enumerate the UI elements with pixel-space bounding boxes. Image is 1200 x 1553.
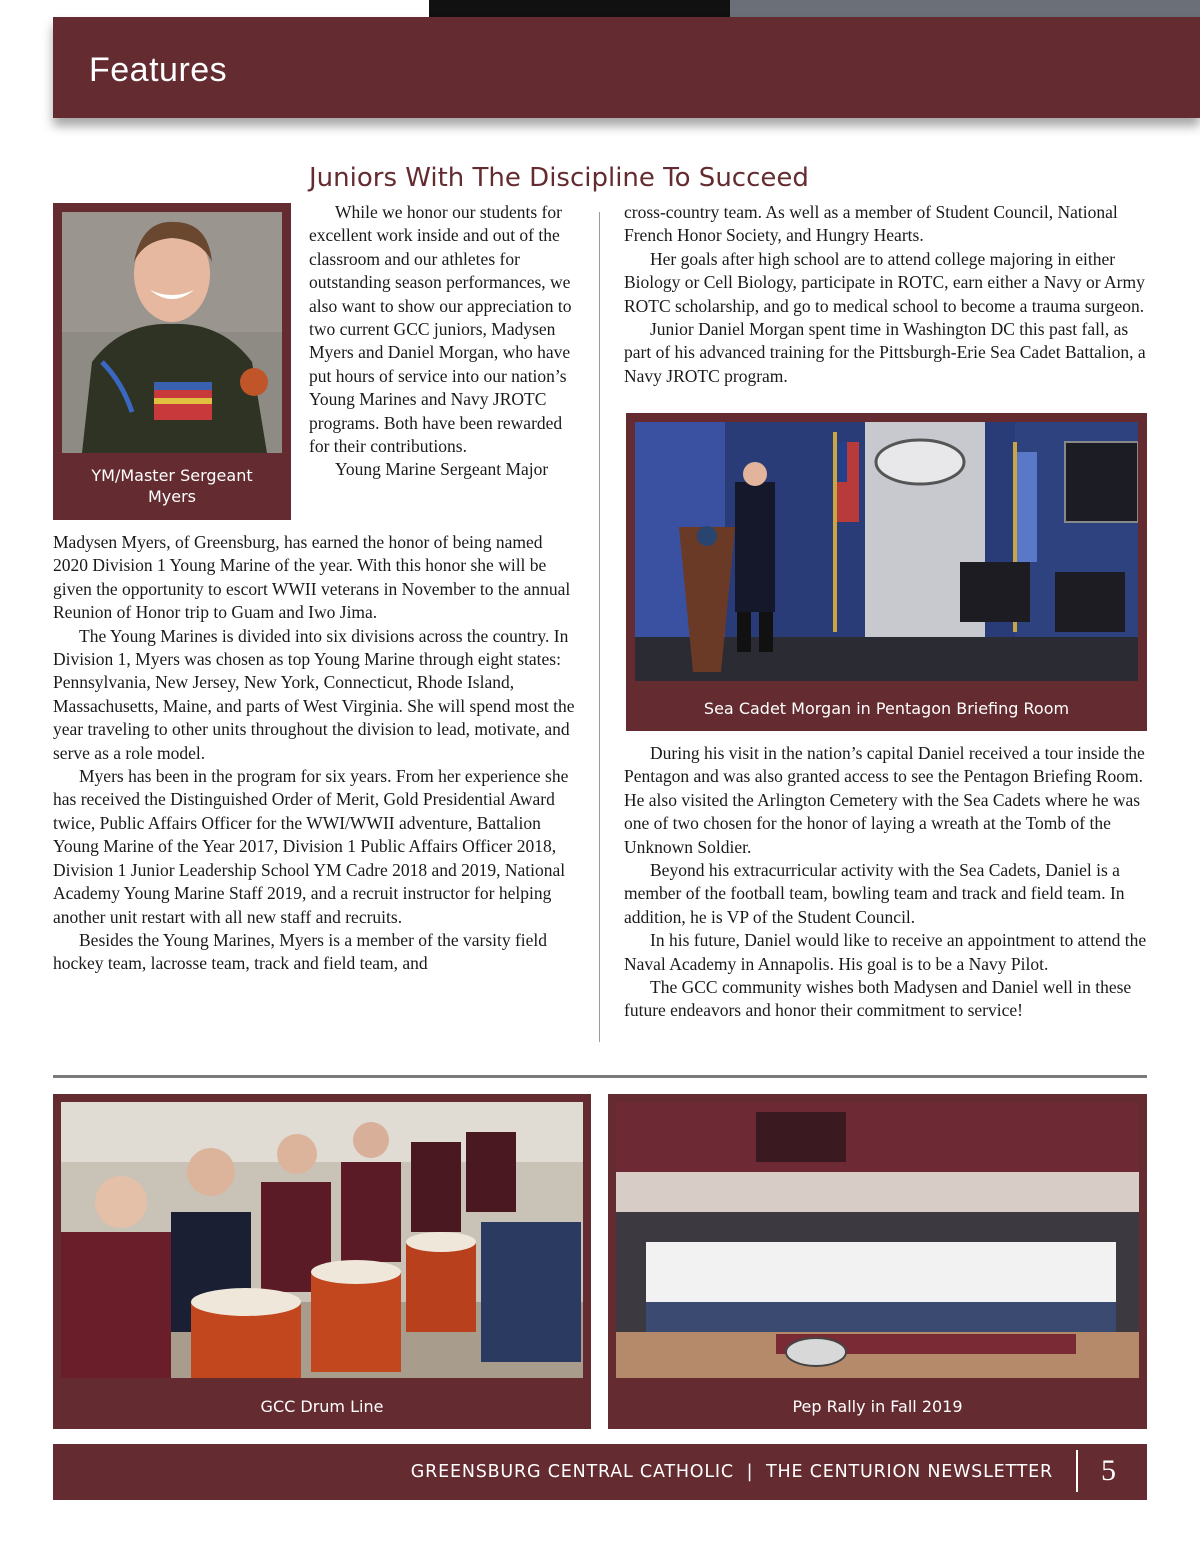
article-title: Juniors With The Discipline To Succeed (309, 163, 809, 193)
article-left-column (53, 531, 578, 976)
article-paragraph: During his visit in the nation’s capital Daniel received a tour inside the Pentagon and was also granted access to see the Pentagon Briefing Room. He also visited the Arlington Cemetery with the Sea Cadets where he was one of two chosen for the honor of laying a wreath at the Tomb of the Unknown Soldier. (624, 743, 1145, 857)
article-right-top-column (624, 201, 1154, 388)
header-accent-black (429, 0, 730, 17)
myers-photo-frame (53, 203, 291, 520)
morgan-photo-frame (626, 413, 1147, 731)
myers-photo-caption: YM/Master Sergeant Myers (91, 466, 253, 506)
article-paragraph: Madysen Myers, of Greensburg, has earned the honor of being named 2020 Division 1 Young Marine of the year. With this honor she will be given the opportunity to escort WWII veterans in November to the annual Reunion of Honor trip to Guam and Iwo Jima. (53, 532, 571, 623)
drum-line-image (61, 1102, 583, 1378)
publication-name: GREENSBURG CENTRAL CATHOLIC | THE CENTURION NEWSLETTER (410, 1462, 1053, 1482)
article-paragraph: In his future, Daniel would like to receive an appointment to attend the Naval Academy in Annapolis. His goal is to be a Navy Pilot. (624, 930, 1147, 974)
article-right-bottom-column (624, 742, 1154, 1023)
article-indent-start: Young Marine Sergeant Major (335, 459, 549, 480)
article-paragraph: The GCC community wishes both Madysen and Daniel well in these future endeavors and honor their commitment to service! (624, 977, 1132, 1021)
morgan-briefing-room-image (635, 422, 1138, 681)
drum-line-photo-caption: GCC Drum Line (260, 1397, 384, 1416)
pep-rally-photo-frame (608, 1094, 1147, 1429)
section-divider (53, 1075, 1147, 1078)
pep-rally-image (616, 1102, 1139, 1378)
morgan-photo (635, 422, 1138, 681)
pep-rally-photo-caption: Pep Rally in Fall 2019 (792, 1397, 963, 1416)
column-divider (599, 212, 600, 1042)
article-intro-column (309, 201, 576, 482)
pep-rally-photo (616, 1102, 1139, 1378)
article-paragraph: The Young Marines is divided into six divisions across the country. In Division 1, Myers was chosen as top Young Marine through eight states: Pennsylvania, New Jersey, New York, Connecticut, Rhode Island, Massachusetts, Maine, and parts of West Virginia. She will spend most the year traveling to other units throughout the division to lead, motivate, and serve as a role model. (53, 625, 575, 763)
myers-photo (62, 212, 282, 453)
article-paragraph: Beyond his extracurricular activity with the Sea Cadets, Daniel is a member of the football team, bowling team and track and field team. In addition, he is VP of the Student Council. (624, 860, 1125, 927)
drum-line-photo (61, 1102, 583, 1378)
article-paragraph: cross-country team. As well as a member of Student Council, National French Honor Society, and Hungry Hearts. (624, 202, 1118, 246)
article-paragraph: Besides the Young Marines, Myers is a member of the varsity field hockey team, lacrosse team, track and field team, and (53, 929, 548, 974)
article-intro-paragraph: While we honor our students for excellent work inside and out of the classroom and our athletes for outstanding season performances, we also want to show our appreciation to two current GCC juniors, Madysen Myers and Daniel Morgan, who have put hours of service into our nation’s Young Marines and Navy JROTC programs. Both have been rewarded for their contributions. (309, 202, 572, 457)
myers-portrait-image (62, 212, 282, 453)
section-header (53, 17, 1200, 118)
section-title: Features (89, 51, 228, 89)
drum-line-photo-frame (53, 1094, 591, 1429)
article-paragraph: Her goals after high school are to attend college majoring in either Biology or Cell Biology, participate in ROTC, earn either a Navy or Army ROTC scholarship, and go to medical school to become a trauma surgeon. (624, 248, 1145, 316)
morgan-photo-caption: Sea Cadet Morgan in Pentagon Briefing Room (703, 699, 1070, 718)
page-footer (53, 1444, 1147, 1500)
page-number: 5 (1101, 1454, 1116, 1487)
article-paragraph: Myers has been in the program for six years. From her experience she has received the Distinguished Order of Merit, Gold Presidential Award twice, Public Affairs Officer for the WWI/WWII adventure, Battalion Young Marine of the Year 2017, Division 1 Public Affairs Officer 2018, Division 1 Junior Leadership School YM Cadre 2018 and 2019, National Academy Young Marine Staff 2019, and a recruit instructor for helping another unit restart with all new staff and recruits. (53, 766, 569, 927)
article-paragraph: Junior Daniel Morgan spent time in Washington DC this past fall, as part of his advanced training for the Pittsburgh-Erie Sea Cadet Battalion, a Navy JROTC program. (624, 319, 1146, 386)
footer-separator (1076, 1450, 1078, 1492)
